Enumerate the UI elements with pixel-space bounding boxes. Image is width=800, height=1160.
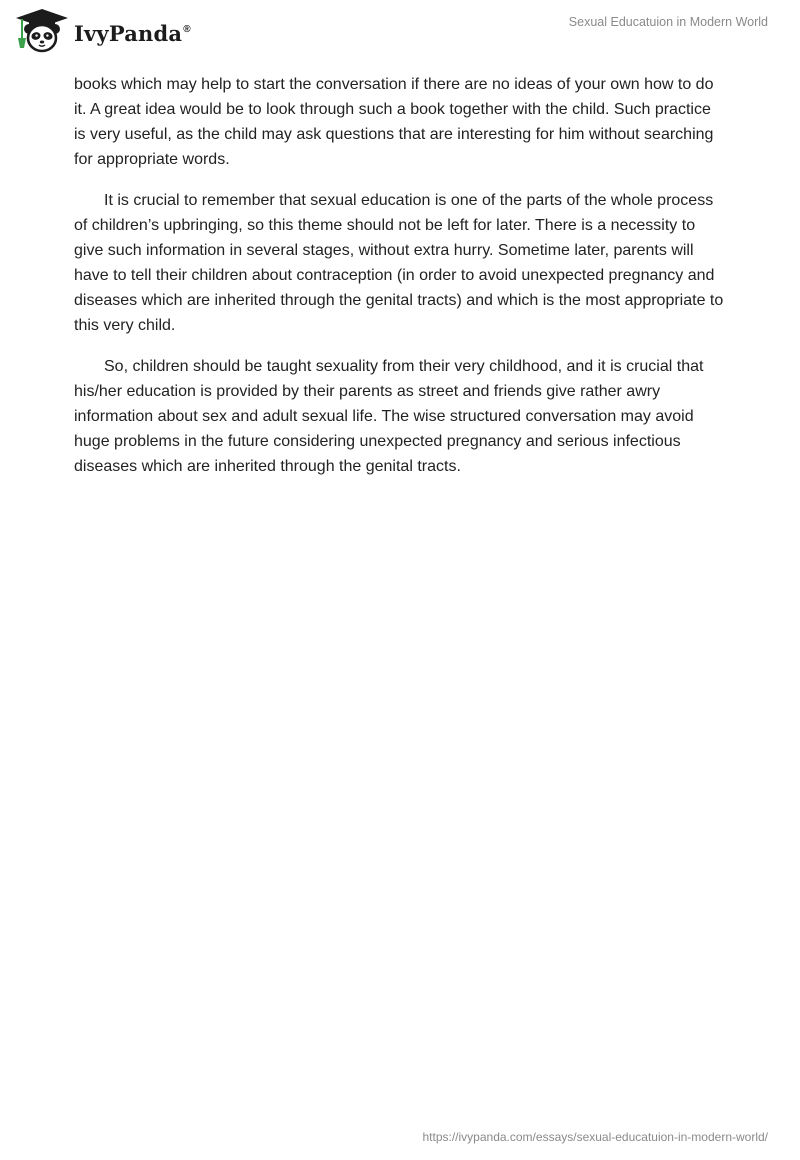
brand-name: IvyPanda®: [74, 20, 191, 46]
panda-graduation-cap-icon: [14, 8, 70, 54]
registered-mark: ®: [183, 23, 191, 35]
paragraph: So, children should be taught sexuality from their very childhood, and it is crucial that his/her education is provided by their parents as street and friends give rather awry information about sex and adult sexual life. The wise structured conversation may avoid huge problems in the future considering unexpected pregnancy and serious infectious diseases which are inherited through the genital tracts.: [74, 358, 704, 475]
ivypanda-logo[interactable]: [14, 8, 191, 54]
running-title: Sexual Educatuion in Modern World: [568, 15, 768, 29]
page-header: [0, 0, 800, 70]
paragraph: It is crucial to remember that sexual education is one of the parts of the whole process of children’s upbringing, so this theme should not be left for later. There is a necessity to give such information in several stages, without extra hurry. Sometime later, parents will have to tell their children about contraception (in order to avoid unexpected pregnancy and diseases which are inherited through the genital tracts) and which is the most appropriate to this very child.: [74, 192, 724, 334]
paragraph-continued: books which may help to start the conversation if there are no ideas of your own how to do it. A great idea would be to look through such a book together with the child. Such practice is very useful, as the child may ask questions that are interesting for him without searching for appropriate words.: [74, 76, 714, 168]
essay-body: [74, 72, 726, 495]
source-url[interactable]: https://ivypanda.com/essays/sexual-educatuion-in-modern-world/: [422, 1130, 768, 1144]
